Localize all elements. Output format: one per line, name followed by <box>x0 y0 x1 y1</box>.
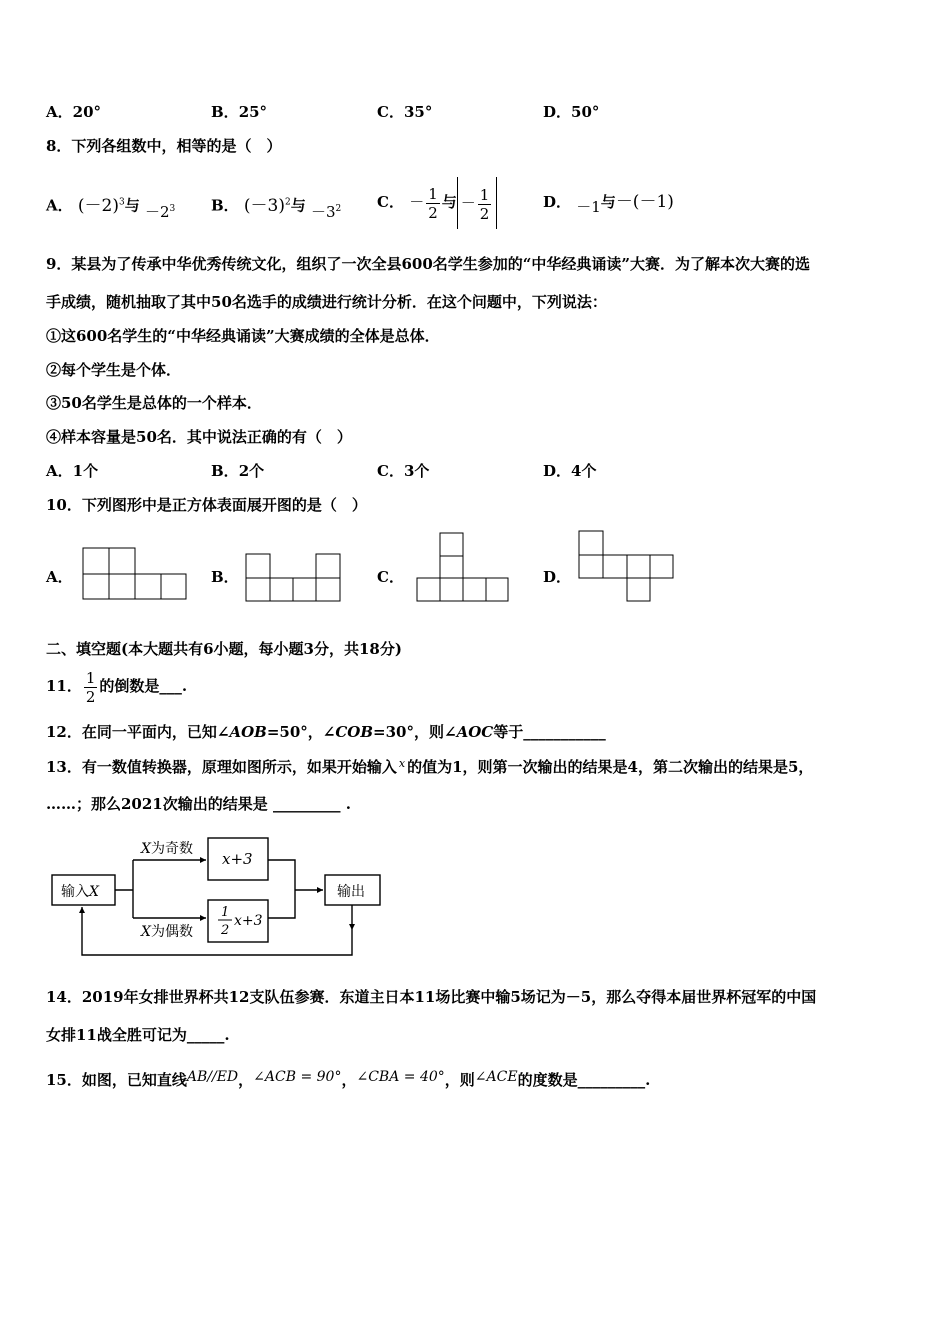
option-label: A． <box>46 462 73 480</box>
q9-statement-3: ③50名学生是总体的一个样本． <box>46 394 262 412</box>
net-square <box>440 533 463 556</box>
option-label: B． <box>211 462 239 480</box>
net-square <box>83 574 109 599</box>
exponent: 3 <box>169 203 176 214</box>
numerator: 1 <box>479 185 490 204</box>
net-square <box>417 578 440 601</box>
net-square <box>440 556 463 578</box>
minus-sign: － <box>409 193 425 211</box>
q9-line1: 9．某县为了传承中华优秀传统文化，组织了一次全县600名学生参加的“中华经典诵读”大赛．为了解本次大赛的选 <box>46 255 811 273</box>
q9-statement-2: ②每个学生是个体． <box>46 361 182 379</box>
question-number: 11． <box>46 677 82 695</box>
arrow-head <box>200 857 206 863</box>
q15 <box>46 1070 650 1091</box>
q13-line2: ……；那么2021次输出的结果是 _________ . <box>46 795 351 813</box>
q9-statement-4: ④样本容量是50名．其中说法正确的有（ ） <box>46 428 352 446</box>
even-formula-tail: x+3 <box>234 913 263 929</box>
option-text: 50° <box>571 103 600 121</box>
net-square <box>579 555 603 578</box>
text: 15．如图，已知直线 <box>46 1071 187 1089</box>
option-label: B． <box>211 103 239 121</box>
net-square <box>293 578 316 601</box>
option-text: 1个 <box>72 462 99 480</box>
connector: 与 <box>124 196 140 215</box>
expr: －(－1) <box>615 192 674 212</box>
q13-flowchart <box>40 830 400 965</box>
angle-name: AOB <box>229 723 267 741</box>
q10-label-a: A． <box>46 568 73 586</box>
section-2-title: 二、填空题(本大题共有6小题，每小题3分，共18分) <box>46 640 402 658</box>
text: 13．有一数值转换器，原理如图所示，如果开始输入 <box>46 758 397 776</box>
net-square <box>246 578 270 601</box>
option-label: C． <box>377 462 404 480</box>
net-square <box>463 578 486 601</box>
option-text: 2个 <box>238 462 265 480</box>
connector: 与 <box>600 193 616 211</box>
connector: 与 <box>290 196 306 215</box>
text: ， <box>238 1071 254 1089</box>
text: ， <box>341 1071 357 1089</box>
text: ，则 <box>444 1071 475 1089</box>
exponent: 3 <box>118 197 125 207</box>
even-fraction-numerator: 1 <box>221 905 230 920</box>
math-expression: AB//ED <box>186 1069 239 1085</box>
numerator: 1 <box>428 184 438 203</box>
denominator: 2 <box>479 204 490 223</box>
variable: x <box>398 757 406 770</box>
q13-line1 <box>46 757 813 779</box>
net-c <box>417 533 508 601</box>
arrow-head <box>349 924 355 930</box>
even-fraction-denominator: 2 <box>221 923 230 938</box>
numerator: 1 <box>85 668 96 687</box>
net-square <box>627 555 650 578</box>
net-square <box>109 548 135 574</box>
option-label: A． <box>46 196 73 215</box>
q10-label-b: B． <box>211 568 239 586</box>
net-square <box>246 554 270 578</box>
denominator: 2 <box>85 687 96 706</box>
q11 <box>46 664 187 708</box>
q14-line1: 14．2019年女排世界杯共12支队伍参赛．东道主日本11场比赛中输5场记为－5，那么夺得本届世界杯冠军的中国 <box>46 988 817 1006</box>
net-square <box>603 555 627 578</box>
math-expression: ∠CBA = 40° <box>356 1069 445 1085</box>
option-label: C． <box>377 193 404 211</box>
text: =50°，∠ <box>266 723 336 741</box>
q9-statement-1: ①这600名学生的“中华经典诵读”大赛成绩的全体是总体． <box>46 327 440 345</box>
connector: 与 <box>441 193 457 211</box>
math-expression: ∠ACE <box>474 1069 518 1085</box>
text: =30°，则∠ <box>373 723 457 741</box>
option-label: D． <box>543 193 572 211</box>
net-b <box>246 554 340 601</box>
option-label: D． <box>543 462 572 480</box>
q10-label-c: C． <box>377 568 404 586</box>
option-text: 4个 <box>571 462 597 480</box>
q10-stem: 10．下列图形中是正方体表面展开图的是（ ） <box>46 496 367 514</box>
input-label: 输入X <box>61 884 99 900</box>
math-expression: ∠ACB = 90° <box>253 1069 342 1085</box>
net-square <box>650 555 673 578</box>
net-square <box>316 578 340 601</box>
net-square <box>627 578 650 601</box>
even-label: X为偶数 <box>141 924 193 940</box>
option-text: 35° <box>403 103 433 121</box>
option-text: 3个 <box>403 462 430 480</box>
q10-label-d: D． <box>543 568 572 586</box>
net-square <box>579 531 603 555</box>
net-a <box>83 548 186 599</box>
angle-name: AOC <box>456 723 494 741</box>
q8-stem: 8．下列各组数中，相等的是（ ） <box>46 137 282 155</box>
feedback-line <box>82 905 352 955</box>
arrow-head <box>317 887 323 893</box>
text: 12．在同一平面内，已知∠ <box>46 723 230 741</box>
answer-blank: 等于___________ <box>493 723 606 741</box>
answer-blank: 的度数是_________. <box>517 1071 651 1089</box>
exponent: 2 <box>335 203 342 214</box>
expr: －1 <box>576 198 601 216</box>
minus-sign: － <box>460 194 476 212</box>
denominator: 2 <box>428 203 438 222</box>
net-square <box>83 548 109 574</box>
output-label: 输出 <box>337 884 365 900</box>
arrow-head <box>200 915 206 921</box>
option-label: B． <box>211 196 239 215</box>
odd-label: X为奇数 <box>141 841 193 857</box>
angle-name: COB <box>335 723 374 741</box>
option-label: D． <box>543 103 572 121</box>
connector-line <box>268 860 295 918</box>
text: 的值为1，则第一次输出的结果是4，第二次输出的结果是5， <box>407 758 814 776</box>
net-square <box>270 578 293 601</box>
expr: －3 <box>311 202 336 221</box>
q14-line2: 女排11战全胜可记为_____. <box>46 1026 230 1044</box>
option-text: 20° <box>72 103 102 121</box>
q9-line2: 手成绩，随机抽取了其中50名选手的成绩进行统计分析．在这个问题中，下列说法： <box>46 293 607 311</box>
exponent: 2 <box>285 197 291 207</box>
expr: －2 <box>144 202 170 221</box>
expr: (－2) <box>77 195 119 216</box>
fraction <box>84 669 98 706</box>
net-square <box>316 554 340 578</box>
net-square <box>440 578 463 601</box>
q12 <box>46 722 606 742</box>
odd-formula: x+3 <box>222 850 253 868</box>
option-label: C． <box>377 103 404 121</box>
net-square <box>135 574 161 599</box>
option-label: A． <box>46 103 73 121</box>
net-d <box>579 531 673 601</box>
net-square <box>109 574 135 599</box>
expr: (－3) <box>243 195 286 216</box>
net-square <box>486 578 508 601</box>
question-tail: 的倒数是___. <box>99 677 188 695</box>
net-square <box>161 574 186 599</box>
arrow-head <box>79 907 85 913</box>
option-text: 25° <box>238 103 268 121</box>
